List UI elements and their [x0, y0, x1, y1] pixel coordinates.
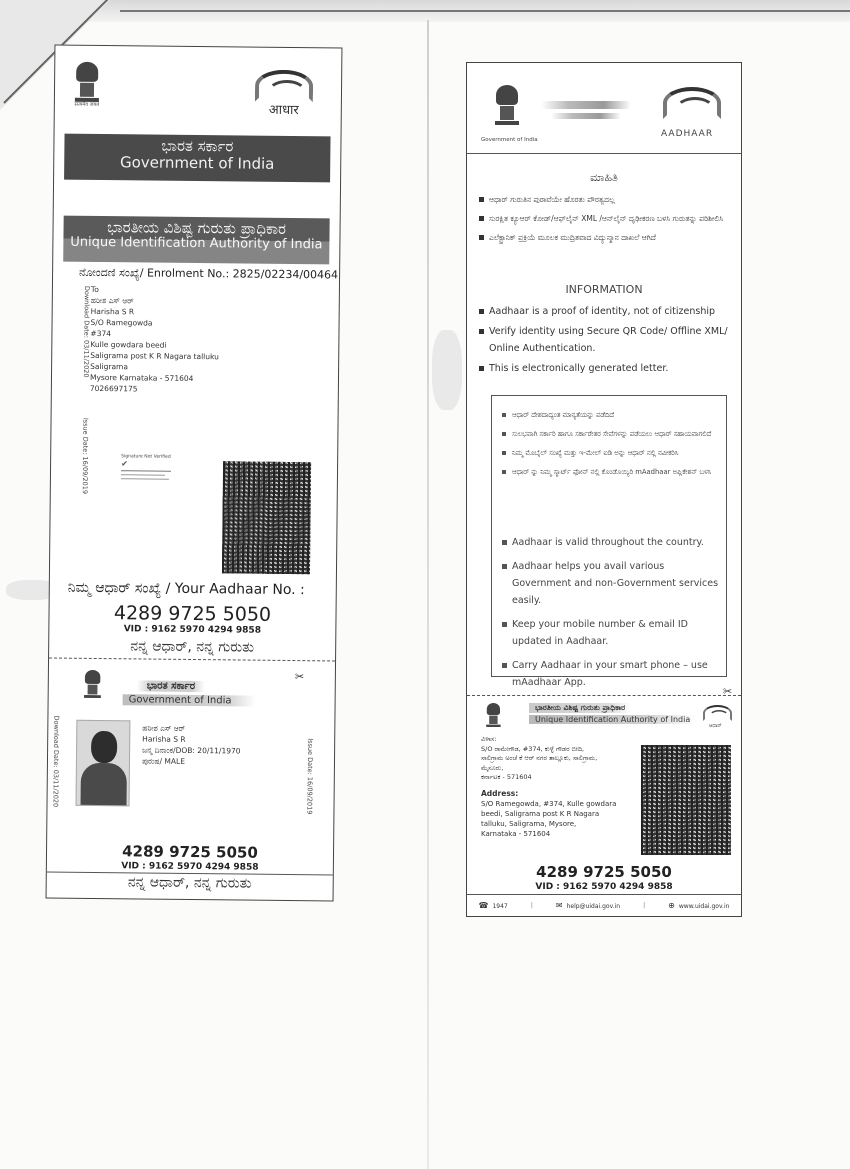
- card-tagline: ನನ್ನ ಆಧಾರ್, ನನ್ನ ಗುರುತು: [127, 874, 252, 892]
- uidai-banner: [63, 216, 329, 265]
- back-qr-code: [641, 745, 731, 855]
- issue-date: Issue Date: 16/09/2019: [80, 417, 90, 495]
- back-authority-kannada: ಭಾರತೀಯ ವಿಶಿಷ್ಟ ಗುರುತು ಪ್ರಾಧಿಕಾರ: [529, 703, 631, 713]
- box-kannada-item: ನಿಮ್ಮ ಮೊಬೈಲ್ ಸಂಖ್ಯೆ ಮತ್ತು ಇ-ಮೇಲ್ ಐಡಿ ಅನ್ನು ಆಧಾರ್ ನಲ್ಲಿ ನವೀಕರಿಸಿ: [502, 448, 722, 459]
- box-english-item: Carry Aadhaar in your smart phone – use mAadhaar App.: [502, 657, 722, 691]
- kannada-address-line: ಸಾಲಿಗ್ರಾಮ ಅಂಚೆ ಕೆ ಆರ್ ನಗರ ತಾಲ್ಲೂಕು, ಸಾಲಿಗ್ರಾಮ,: [481, 754, 598, 762]
- box-english-item: Keep your mobile number & email ID updated in Aadhaar.: [502, 616, 722, 650]
- footer-separator: |: [530, 901, 533, 909]
- back-card-emblem-icon: [485, 703, 502, 729]
- kannada-address-line: ಕರ್ನಾಟಕ - 571604: [481, 773, 532, 781]
- globe-icon: ⊕: [668, 900, 675, 910]
- address-name-kannada: ಹರೀಶ ಎಸ್ ಆರ್: [90, 295, 134, 306]
- back-english-address: [481, 789, 616, 839]
- kannada-address-label: ವಿಳಾಸ:: [481, 735, 497, 743]
- aadhaar-logo-icon: [249, 70, 319, 119]
- gov-kannada-title: ಭಾರತ ಸರ್ಕಾರ: [161, 136, 234, 156]
- signature-check-icon: ✔: [121, 459, 128, 469]
- phone-icon: ☎: [478, 900, 489, 910]
- english-info-item: Verify identity using Secure QR Code/ Offline XML/ Online Authentication.: [479, 323, 737, 357]
- footer-web-text: www.uidai.gov.in: [678, 902, 730, 910]
- aadhaar-logo-text: आधार: [268, 102, 299, 119]
- uidai-english-title: Unique Identification Authority of India: [70, 234, 323, 252]
- card-download-date: Download Date: 03/11/2020: [51, 715, 61, 808]
- emblem-caption: सत्यमेव जयते: [74, 101, 100, 108]
- scan-smudge: [432, 330, 462, 410]
- footer-phone: [479, 901, 508, 910]
- info-header-rule: [467, 153, 741, 154]
- card-dob: ಜನ್ಮ ದಿನಾಂಕ/DOB: 20/11/1970: [142, 745, 241, 756]
- address-line: beedi, Saligrama post K R Nagara: [481, 810, 600, 818]
- scan-line: [120, 10, 850, 12]
- your-aadhaar-label: ನಿಮ್ಮ ಆಧಾರ್ ಸಂಖ್ಯೆ / Your Aadhaar No. :: [67, 579, 305, 599]
- box-kannada-item: ಆಧಾರ್ ನ್ನು ನಿಮ್ಮ ಸ್ಮಾರ್ಟ್ ಫೋನ್ ನಲ್ಲಿ ಕೊಂಡೊಯ್ಯಿರಿ mAadhaar ಅಪ್ಲಿಕೇಶನ್ ಬಳಸಿ: [502, 467, 722, 478]
- back-kannada-address: [481, 735, 597, 783]
- footer-email: [556, 901, 620, 910]
- aadhaar-benefits-box: [491, 395, 727, 688]
- address-line: S/O Ramegowda, #374, Kulle gowdara: [481, 800, 617, 808]
- card-aadhaar-number: 4289 9725 5050: [122, 842, 258, 862]
- kannada-info-list: [479, 193, 737, 250]
- card-issue-date: Issue Date: 16/09/2019: [305, 738, 315, 815]
- card-name: Harisha S R: [142, 734, 186, 744]
- kannada-address-line: S/O ರಾಮೇಗೌಡ, #374, ಕುಳ್ಳೆ ಗೌಡರ ಬೀದಿ,: [481, 744, 585, 753]
- footer-phone-text: 1947: [492, 902, 508, 910]
- kannada-info-item: ಸುರಕ್ಷಿತ ಕ್ಯೂಆರ್ ಕೋಡ್/ಆಫ್‌ಲೈನ್ XML /ಆನ್‌ಲೈನ್ ದೃಢೀಕರಣ ಬಳಸಿ ಗುರುತನ್ನು ಪರಿಶೀಲಿಸಿ: [479, 212, 737, 225]
- info-emblem-icon: [493, 85, 521, 129]
- digital-signature: [121, 454, 179, 495]
- info-aadhaar-logo-icon: [659, 87, 725, 119]
- gov-english-title: Government of India: [119, 152, 275, 173]
- box-english-item: Aadhaar helps you avail various Government and non-Government services easily.: [502, 558, 722, 609]
- download-date: Download Date: 03/11/2020: [81, 285, 91, 378]
- back-aadhaar-number: 4289 9725 5050: [536, 863, 672, 881]
- aadhaar-letter-panel: [46, 45, 343, 902]
- letter-vid: VID : 9162 5970 4294 9858: [123, 624, 262, 636]
- government-banner: [64, 134, 330, 183]
- blurred-header-text: [551, 113, 621, 119]
- address-name: Harisha S R: [90, 306, 135, 317]
- box-english-item: Aadhaar is valid throughout the country.: [502, 534, 722, 551]
- info-scissors-icon: ✂: [723, 685, 733, 698]
- info-cut-line: [467, 695, 741, 696]
- back-footer: [467, 897, 741, 913]
- back-vid: VID : 9162 5970 4294 9858: [535, 882, 673, 892]
- signature-status: Signature Not Verified: [121, 454, 171, 460]
- address-label: Address:: [481, 789, 519, 798]
- card-vid: VID : 9162 5970 4294 9858: [121, 861, 259, 873]
- english-info-item: Aadhaar is a proof of identity, not of citizenship: [479, 303, 737, 320]
- scissors-icon: ✂: [294, 670, 305, 684]
- back-aadhaar-logo-icon: [703, 705, 718, 721]
- english-info-list: [479, 303, 737, 380]
- uidai-kannada-title: ಭಾರತೀಯ ವಿಶಿಷ್ಟ ಗುರುತು ಪ್ರಾಧಿಕಾರ: [107, 218, 287, 238]
- blurred-header-text: [541, 101, 631, 109]
- national-emblem-icon: [73, 62, 101, 106]
- card-gov-kannada: ಭಾರತ ಸರ್ಕಾರ: [137, 680, 205, 692]
- box-kannada-item: ಸುಲಭವಾಗಿ ಸರ್ಕಾರಿ ಹಾಗೂ ಸರ್ಕಾರೇತರ ಸೇವೆಗಳನ್ನು ಪಡೆಯಲು ಆಧಾರ್ ಸಹಾಯವಾಗಲಿದೆ: [502, 429, 722, 440]
- holder-photo: [76, 720, 131, 807]
- box-kannada-item: ಆಧಾರ್ ದೇಶದಾದ್ಯಂತ ಮಾನ್ಯತೆಯನ್ನು ಪಡೆದಿದೆ: [502, 410, 722, 421]
- back-authority-english: Unique Identification Authority of India: [529, 715, 696, 724]
- address-to: To: [90, 284, 99, 294]
- address-line: Karnataka - 571604: [481, 830, 551, 838]
- letter-aadhaar-number: 4289 9725 5050: [113, 602, 272, 626]
- enrolment-number: ನೋಂದಣಿ ಸಂಖ್ಯೆ/ Enrolment No.: 2825/02234/00464: [79, 265, 339, 282]
- card-name-kannada: ಹರೀಶ ಎಸ್ ಆರ್: [142, 723, 186, 733]
- cut-line: [49, 657, 335, 661]
- card-gender: ಪುರುಷ/ MALE: [141, 756, 186, 766]
- aadhaar-wordmark: AADHAAR: [661, 129, 714, 139]
- card-gov-english: Government of India: [123, 694, 256, 706]
- address-street: Kulle gowdara beedi: [90, 339, 167, 350]
- mahiti-title: ಮಾಹಿತಿ: [590, 171, 618, 184]
- information-title: INFORMATION: [565, 283, 643, 296]
- aadhaar-info-panel: [466, 62, 742, 917]
- english-info-item: This is electronically generated letter.: [479, 360, 737, 377]
- address-line: talluku, Saligrama, Mysore,: [481, 820, 577, 828]
- footer-separator: |: [643, 901, 646, 909]
- address-relation: S/O Ramegowda: [90, 317, 153, 328]
- address-town: Saligrama: [90, 361, 129, 372]
- address-district: Mysore Karnataka - 571604: [89, 372, 194, 383]
- page-fold-line: [427, 20, 429, 1169]
- letter-qr-code: [222, 461, 311, 574]
- address-phone: 7026697175: [89, 383, 138, 394]
- letter-tagline: ನನ್ನ ಆಧಾರ್, ನನ್ನ ಗುರುತು: [130, 638, 255, 656]
- box-kannada-list: [502, 410, 722, 486]
- address-post: Saligrama post K R Nagara talluku: [90, 350, 219, 362]
- back-logo-text: ಆಧಾರ್: [709, 723, 722, 729]
- box-english-list: [502, 534, 722, 698]
- kannada-address-line: ಮೈಸೂರು,: [481, 763, 504, 772]
- kannada-info-item: ಆಧಾರ್ ಗುರುತಿನ ಪುರಾವೆಯೇ ಹೊರತು ಪೌರತ್ವದಲ್ಲ: [479, 193, 737, 206]
- recipient-address: [90, 284, 220, 395]
- footer-web: [668, 901, 729, 910]
- card-emblem-icon: [83, 670, 103, 701]
- kannada-info-item: ಎಲೆಕ್ಟ್ರಾನಿಕ್ ಪ್ರಕ್ರಿಯೆ ಮೂಲಕ ಮುದ್ರಿತವಾದ ವಿದ್ಯುನ್ಮಾನ ದಾಖಲೆ ಆಗಿದೆ: [479, 231, 737, 244]
- back-footer-rule: [467, 894, 741, 895]
- address-house: #374: [90, 328, 112, 339]
- mail-icon: ✉: [555, 900, 563, 910]
- info-gov-caption: Government of India: [481, 137, 538, 143]
- footer-email-text: help@uidai.gov.in: [566, 902, 621, 910]
- card-holder-details: [142, 722, 241, 767]
